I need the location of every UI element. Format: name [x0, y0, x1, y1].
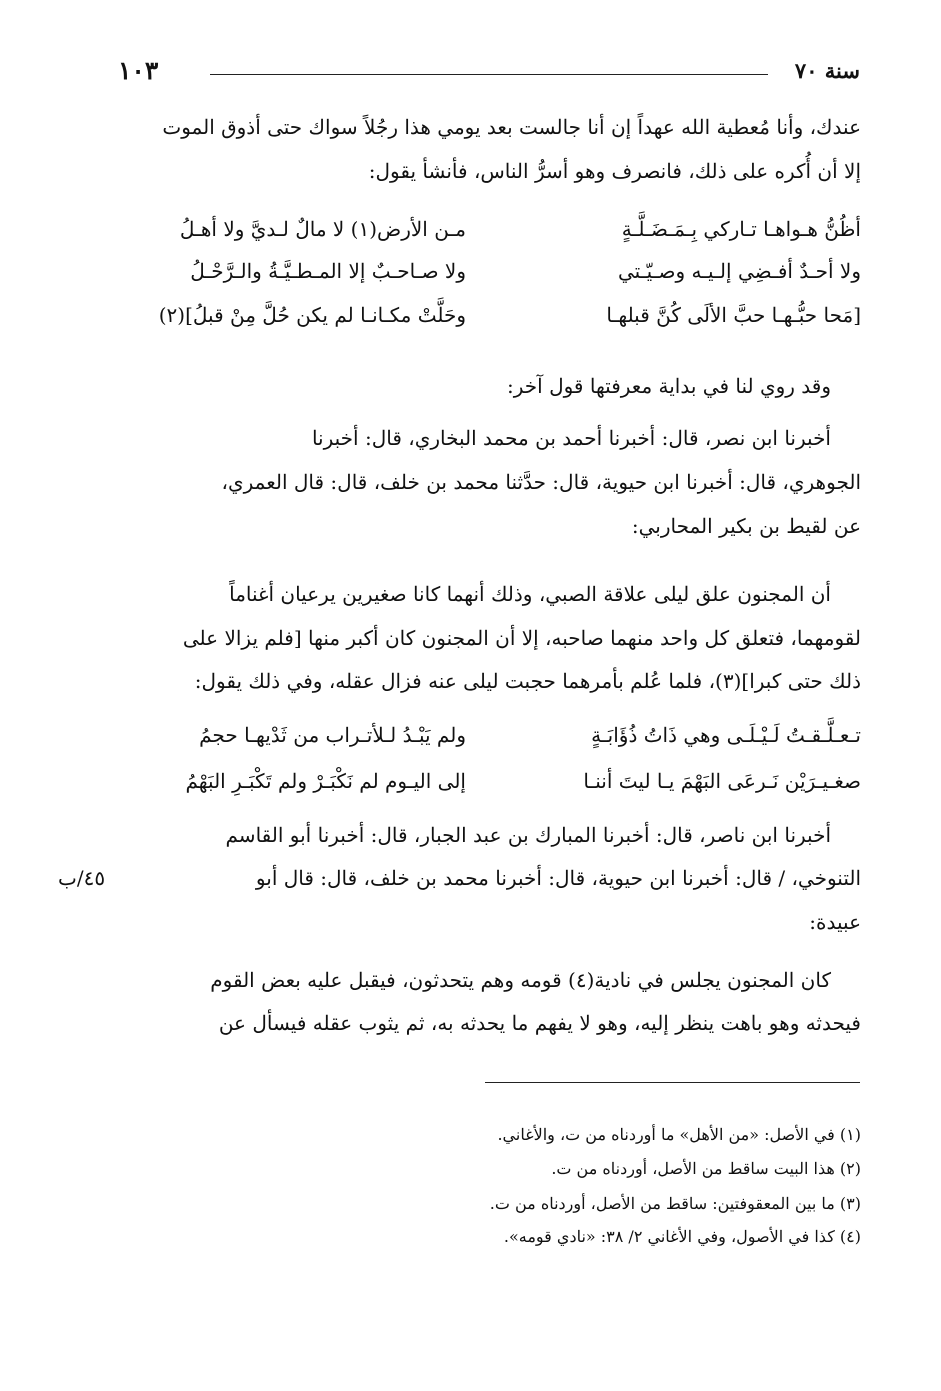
text-line: عن لقيط بن بكير المحاربي: [631, 514, 861, 538]
verse-second-hemistich: ولا صـاحـبٌ إلا المـطـيَّـةُ والـرَّحْـلُ [190, 259, 466, 283]
text-line: ذلك حتى كبرا](٣)، فلما عُلم بأمرهما حجبت ليلى عنه فزال عقله، وفي ذلك يقول: [194, 669, 861, 693]
text-line: كان المجنون يجلس في نادية(٤) قومه وهم يتحدثون، فيقبل عليه بعض القوم [210, 968, 831, 992]
verse-second-hemistich: وحَلَّتْ مكـانـا لم يكن حُلَّ مِنْ قبلُ](٢) [158, 303, 466, 327]
poem-verse [81, 294, 861, 336]
text-line: أخبرنا ابن ناصر، قال: أخبرنا المبارك بن عبد الجبار، قال: أخبرنا أبو القاسم [225, 823, 831, 847]
text-line: الجوهري، قال: أخبرنا ابن حيوية، قال: حدَّثنا محمد بن خلف، قال: قال العمري، [221, 470, 861, 494]
poem-verse [81, 250, 861, 292]
header-rule [210, 74, 768, 75]
text-line: التنوخي، / قال: أخبرنا ابن حيوية، قال: أخبرنا محمد بن خلف، قال: قال أبو [255, 866, 861, 890]
verse-first-hemistich: تـعـلَّـقـتُ لَـيْـلَـى وهي ذَاتُ ذُؤَابَـةٍ [591, 723, 861, 747]
verse-second-hemistich: ولم يَبْـدُ لـلأتـراب من ثَدْيهـا حجمُ [199, 723, 466, 747]
footnote: (٢) هذا البيت ساقط من الأصل، أوردناه من ت. [551, 1159, 861, 1178]
text-line: لقومهما، فتعلق كل واحد منهما صاحبه، إلا أن المجنون كان أكبر منها [فلم يزالا على [182, 626, 861, 650]
text-line: فيحدثه وهو باهت ينظر إليه، وهو لا يفهم ما يحدثه به، ثم يثوب عقله فيسأل عن [218, 1011, 861, 1035]
poem-verse [81, 208, 861, 250]
verse-first-hemistich: أظُنُّ هـواهـا تـاركي بِـمَـضَـلَّـةٍ [621, 217, 861, 241]
footnote: (٣) ما بين المعقوفتين: ساقط من الأصل، أوردناه من ت. [489, 1194, 861, 1213]
verse-first-hemistich: [مَحا حبُّـهـا حبَّ الألَى كُنَّ قبلهـا [606, 303, 861, 327]
verse-second-hemistich: مـن الأرض(١) لا مالٌ لـديَّ ولا أهـلُ [179, 217, 466, 241]
footnote: (١) في الأصل: «من الأهل» ما أوردناه من ت، والأغاني. [497, 1125, 861, 1144]
poem-verse [81, 714, 861, 756]
running-header [118, 56, 860, 90]
footnote-rule [485, 1082, 860, 1083]
verse-first-hemistich: صغـيـرَيْن نَـرعَى البَهْمَ يـا ليتَ أننـا [583, 769, 861, 793]
header-year: سنة ٧٠ [794, 58, 860, 83]
text-line: عندك، وأنا مُعطية الله عهداً إن أنا جالست بعد يومي هذا رجُلاً سواك حتى أذوق الموت [162, 115, 861, 139]
text-line: عبيدة: [809, 910, 861, 934]
verse-second-hemistich: إلى اليـوم لم نَكْبَـرْ ولم تَكْبَـرِ البَهْمُ [185, 769, 466, 793]
text-line: أن المجنون علق ليلى علاقة الصبي، وذلك أنهما كانا صغيرين يرعيان أغناماً [229, 582, 831, 606]
poem-verse [81, 760, 861, 802]
text-line: وقد روي لنا في بداية معرفتها قول آخر: [507, 374, 831, 398]
page-number: ١٠٣ [118, 56, 159, 85]
margin-note: ٤٥/ب [58, 866, 106, 890]
text-line: أخبرنا ابن نصر، قال: أخبرنا أحمد بن محمد البخاري، قال: أخبرنا [311, 426, 831, 450]
footnote: (٤) كذا في الأصول، وفي الأغاني ٢/ ٣٨: «نادي قومه». [503, 1227, 861, 1246]
text-line: إلا أن أُكره على ذلك، فانصرف وهو أسرُّ الناس، فأنشأ يقول: [368, 159, 861, 183]
verse-first-hemistich: ولا أحـدٌ أفـضِي إلـيـه وصـيّـتي [618, 259, 861, 283]
